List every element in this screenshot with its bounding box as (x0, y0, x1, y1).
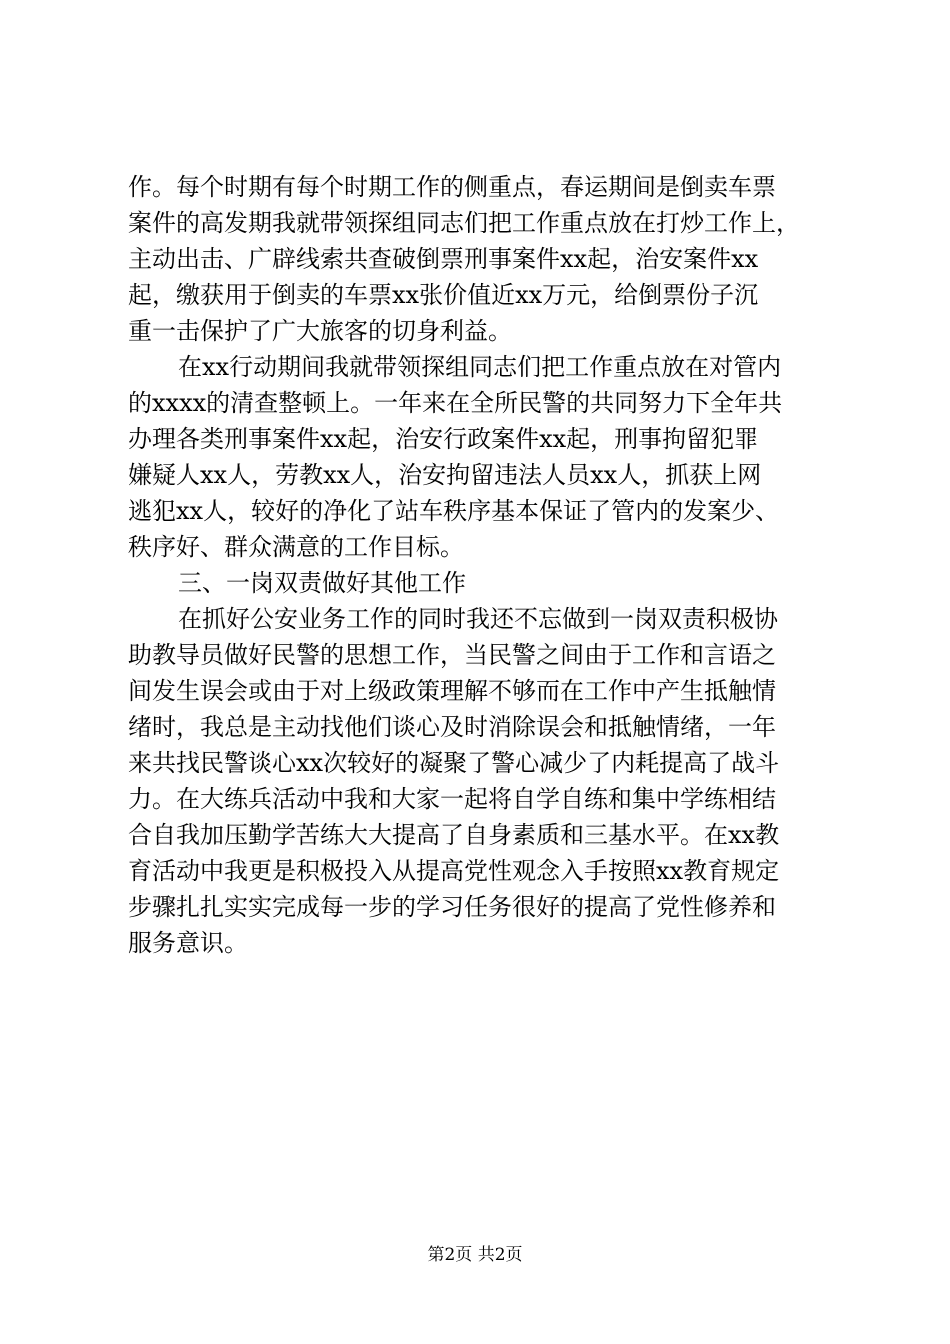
text-line: 助教导员做好民警的思想工作，当民警之间由于工作和言语之 (128, 641, 776, 669)
text-line: 秩序好、群众满意的工作目标。 (128, 533, 464, 561)
text-line: 育活动中我更是积极投入从提高党性观念入手按照xx教育规定 (128, 857, 780, 885)
text-line: 力。在大练兵活动中我和大家一起将自学自练和集中学练相结 (128, 785, 776, 813)
text-line: 步骤扎扎实实完成每一步的学习任务很好的提高了党性修养和 (128, 893, 776, 921)
text-line: 间发生误会或由于对上级政策理解不够而在工作中产生抵触情 (128, 677, 776, 705)
text-line: 作。每个时期有每个时期工作的侧重点，春运期间是倒卖车票 (128, 173, 776, 201)
text-line: 重一击保护了广大旅客的切身利益。 (128, 317, 512, 345)
text-line: 服务意识。 (128, 929, 248, 957)
section-heading: 三、一岗双责做好其他工作 (178, 569, 466, 597)
page-footer: 第2页 共2页 (427, 1245, 523, 1265)
text-line: 逃犯xx人，较好的净化了站车秩序基本保证了管内的发案少、 (128, 497, 780, 525)
text-line: 在xx行动期间我就带领探组同志们把工作重点放在对管内 (178, 353, 782, 381)
text-line: 来共找民警谈心xx次较好的凝聚了警心减少了内耗提高了战斗 (128, 749, 780, 777)
text-line: 主动出击、广辟线索共查破倒票刑事案件xx起，治安案件xx (128, 245, 759, 273)
text-line: 案件的高发期我就带领探组同志们把工作重点放在打炒工作上， (128, 209, 800, 237)
text-line: 在抓好公安业务工作的同时我还不忘做到一岗双责积极协 (178, 605, 778, 633)
text-line: 嫌疑人xx人，劳教xx人，治安拘留违法人员xx人，抓获上网 (128, 461, 762, 489)
text-line: 绪时，我总是主动找他们谈心及时消除误会和抵触情绪，一年 (128, 713, 776, 741)
text-line: 合自我加压勤学苦练大大提高了自身素质和三基水平。在xx教 (128, 821, 780, 849)
text-line: 办理各类刑事案件xx起，治安行政案件xx起，刑事拘留犯罪 (128, 425, 759, 453)
text-line: 的xxxx的清查整顿上。一年来在全所民警的共同努力下全年共 (128, 389, 783, 417)
text-line: 起，缴获用于倒卖的车票xx张价值近xx万元，给倒票份子沉 (128, 281, 759, 309)
